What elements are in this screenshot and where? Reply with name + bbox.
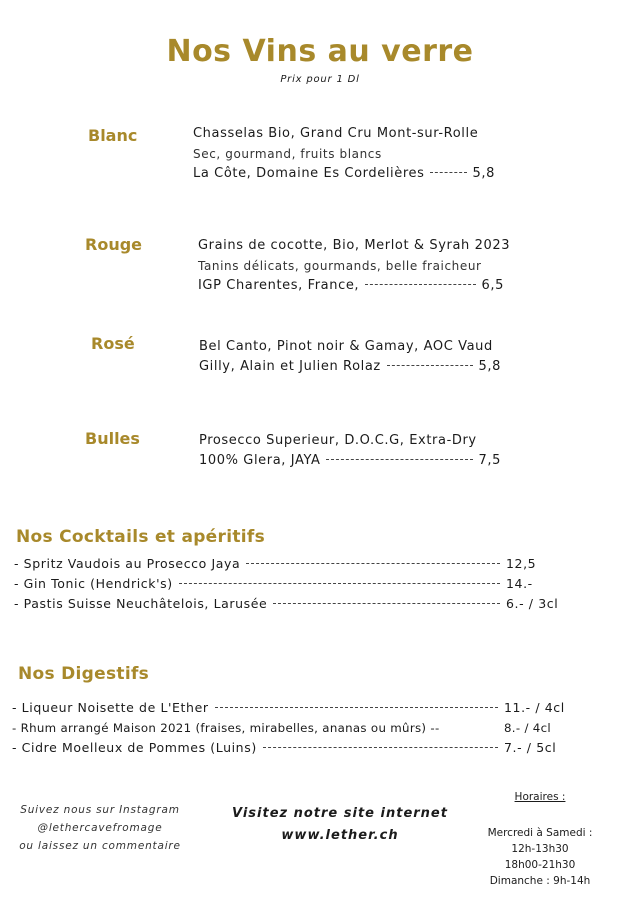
page-title: Nos Vins au verre: [166, 34, 474, 69]
website-label: Visitez notre site internet: [232, 806, 448, 821]
website-link[interactable]: www.lether.ch: [281, 828, 399, 843]
wine-description: Tanins délicats, gourmands, belle fraicheur: [198, 259, 482, 273]
hours-line: Mercredi à Samedi :: [487, 827, 593, 839]
item-name: - Pastis Suisse Neuchâtelois, Larusée: [14, 596, 268, 611]
leader-dashes: [215, 707, 498, 708]
hours-title: Horaires :: [514, 791, 566, 803]
leader-dashes: [326, 459, 472, 460]
wine-item-blanc: [193, 124, 495, 184]
leader-dashes: [273, 603, 500, 604]
wine-origin: 100% Glera, JAYA: [199, 453, 321, 468]
digestifs-list: [12, 698, 565, 758]
website-note: [210, 803, 470, 847]
wine-category-rouge: Rouge: [85, 235, 143, 254]
cocktails-list: [14, 554, 560, 614]
price-note: Prix pour 1 Dl: [280, 74, 360, 85]
item-price: 12,5: [506, 556, 537, 571]
wine-origin: IGP Charentes, France,: [198, 278, 360, 293]
wine-origin-row: [198, 276, 504, 296]
leader-dashes: [179, 583, 500, 584]
opening-hours: [470, 789, 610, 889]
leader-dashes: [365, 284, 475, 285]
list-item: [14, 594, 560, 614]
wine-origin-row: [199, 357, 501, 377]
instagram-line: ou laissez un commentaire: [19, 840, 181, 852]
list-item: [12, 718, 560, 738]
item-price: 7.- / 5cl: [504, 740, 557, 755]
item-price: 8.- / 4cl: [504, 721, 551, 735]
digestifs-heading: Nos Digestifs: [18, 664, 150, 684]
wine-price: 7,5: [478, 453, 501, 468]
wine-origin-row: [193, 164, 495, 184]
wine-item-rose: [199, 337, 501, 377]
item-name: - Gin Tonic (Hendrick's): [14, 576, 173, 591]
hours-line: 18h00-21h30: [504, 859, 576, 871]
instagram-line: Suivez nous sur Instagram: [20, 804, 180, 816]
hours-line: Dimanche : 9h-14h: [489, 875, 591, 887]
item-name: - Liqueur Noisette de L'Ether: [12, 700, 209, 715]
leader-dashes: [387, 365, 473, 366]
item-price: 14.-: [506, 576, 533, 591]
wine-category-blanc: Blanc: [88, 126, 138, 145]
leader-dashes: [430, 172, 466, 173]
item-price: 11.- / 4cl: [504, 700, 565, 715]
wine-origin: Gilly, Alain et Julien Rolaz: [199, 359, 381, 374]
wine-name: Prosecco Superieur, D.O.C.G, Extra-Dry: [199, 433, 477, 448]
leader-dashes: [263, 747, 498, 748]
wine-origin: La Côte, Domaine Es Cordelières: [193, 166, 425, 181]
wine-category-rose: Rosé: [91, 334, 135, 353]
item-name: - Rhum arrangé Maison 2021 (fraises, mirabelles, ananas ou mûrs) --: [12, 721, 440, 735]
list-item: [14, 574, 560, 594]
item-name: - Spritz Vaudois au Prosecco Jaya: [14, 556, 241, 571]
item-price: 6.- / 3cl: [506, 596, 559, 611]
wine-name: Bel Canto, Pinot noir & Gamay, AOC Vaud: [199, 339, 493, 354]
wine-item-rouge: [198, 236, 511, 296]
wine-price: 5,8: [478, 359, 501, 374]
cocktails-heading: Nos Cocktails et apéritifs: [16, 527, 265, 547]
instagram-note: [10, 801, 190, 855]
item-name: - Cidre Moelleux de Pommes (Luins): [12, 740, 257, 755]
hours-line: 12h-13h30: [511, 843, 569, 855]
wine-price: 6,5: [481, 278, 504, 293]
wine-item-bulles: [199, 431, 501, 471]
wine-category-bulles: Bulles: [85, 429, 140, 448]
leader-dashes: [246, 563, 500, 564]
list-item: [12, 738, 560, 758]
wine-origin-row: [199, 451, 501, 471]
list-item: [12, 698, 565, 718]
wine-description: Sec, gourmand, fruits blancs: [193, 147, 382, 161]
wine-name: Grains de cocotte, Bio, Merlot & Syrah 2023: [198, 238, 511, 253]
wine-price: 5,8: [472, 166, 495, 181]
wine-name: Chasselas Bio, Grand Cru Mont-sur-Rolle: [193, 126, 479, 141]
instagram-handle[interactable]: @lethercavefromage: [37, 822, 163, 834]
list-item: [14, 554, 560, 574]
